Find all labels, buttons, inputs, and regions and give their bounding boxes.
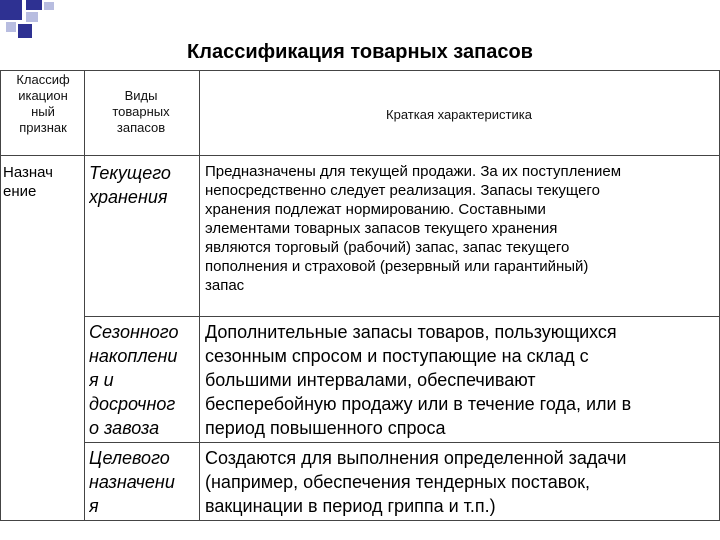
cell-text: сезонным спросом и поступающие на склад с [205,346,589,366]
decor-square [26,0,42,10]
cell-text: период повышенного спроса [205,418,446,438]
cell-text: Текущего [89,163,171,183]
cell-text: пополнения и страховой (резервный или гарантийный) [205,258,589,275]
cell-text: о завоза [89,418,160,438]
cell-text: являются торговый (рабочий) запас, запас текущего [205,239,570,256]
cell-text: я [89,496,99,516]
grid-line [0,70,720,71]
header-text: икацион [18,88,68,103]
grid-line [199,70,200,521]
header-classification-sign [3,72,83,136]
decor-square [0,0,22,20]
cell-text: Назнач [3,164,53,181]
page-title: Классификация товарных запасов [187,41,533,63]
grid-line [84,316,720,317]
cell-text: Создаются для выполнения определенной задачи [205,448,627,468]
grid-line [0,520,720,521]
cell-text: назначени [89,472,175,492]
cell-text: досрочног [89,394,176,414]
header-description: Краткая характеристика [386,107,532,122]
header-stock-kinds [85,88,197,136]
grid-line [84,70,85,521]
cell-text: непосредственно следует реализация. Запасы текущего [205,182,600,199]
table-row-kind [89,320,199,440]
grid-line [84,442,720,443]
cell-text: я и [89,370,114,390]
cell-text: элементами товарных запасов текущего хранения [205,220,558,237]
cell-text: вакцинации в период гриппа и т.п.) [205,496,496,516]
cell-text: хранения подлежат нормированию. Составными [205,201,546,218]
table-row-kind [89,161,199,209]
header-text: товарных [112,104,170,119]
cell-text: ение [3,183,37,200]
table-row-kind [89,446,199,518]
cell-text: бесперебойную продажу или в течение года, или в [205,394,632,414]
decor-square [18,24,32,38]
decor-square [26,12,38,22]
cell-text: Дополнительные запасы товаров, пользующихся [205,322,617,342]
table-row-description [205,446,717,518]
cell-text: Целевого [89,448,170,468]
cell-text: запас [205,277,245,294]
header-text: запасов [116,120,166,135]
decor-square [6,22,16,32]
header-text: ный [31,104,55,119]
grid-line [0,70,1,521]
header-text: признак [19,120,67,135]
decor-square [44,2,54,10]
header-text: Виды [124,88,158,103]
table-row-description [205,320,717,440]
grid-line [0,155,720,156]
classification-sign-cell [3,163,83,201]
cell-text: хранения [89,187,168,207]
cell-text: Предназначены для текущей продажи. За их поступлением [205,163,622,180]
table-row-description [205,162,717,295]
cell-text: (например, обеспечения тендерных поставок, [205,472,591,492]
cell-text: большими интервалами, обеспечивают [205,370,536,390]
cell-text: Сезонного [89,322,179,342]
cell-text: накоплени [89,346,178,366]
header-text: Классиф [16,72,70,87]
